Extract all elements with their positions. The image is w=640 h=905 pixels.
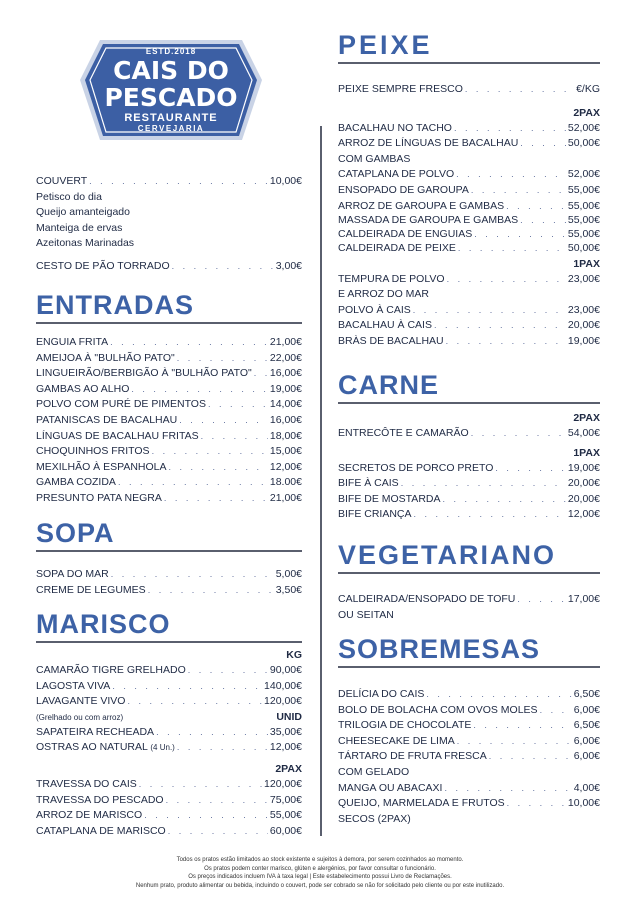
item-name-continued: E ARROZ DO MAR (338, 288, 430, 301)
item-name: POLVO À CAIS (338, 303, 411, 316)
menu-item (338, 749, 600, 765)
footer-line: Nenhum prato, produto alimentar ou bebida, incluindo o couvert, pode ser cobrado se não for solicitado pelo cliente ou por este inutilizado. (135, 882, 505, 889)
item-price: 6,50€ (573, 719, 600, 732)
peixe-section (338, 30, 600, 350)
menu-item (36, 824, 302, 840)
item-price: 55,00€ (567, 227, 600, 240)
item-price: 22,00€ (269, 351, 302, 364)
menu-item (338, 492, 600, 508)
item-name-text: OSTRAS AO NATURAL (36, 741, 148, 754)
item-price: 52,00€ (567, 168, 600, 181)
sobremesas-section (338, 634, 600, 827)
item-price: 14,00€ (269, 398, 302, 411)
item-price: 50,00€ (567, 241, 600, 254)
marisco-title: MARISCO (36, 609, 171, 639)
section-rule (338, 666, 600, 668)
item-name: SECRETOS DE PORCO PRETO (338, 461, 494, 474)
menu-item (36, 366, 302, 382)
menu-item (36, 475, 302, 491)
item-price: 54,00€ (567, 427, 600, 439)
item-price: 23,00€ (567, 303, 600, 316)
item-price: 19,00€ (567, 461, 600, 474)
item-name-continued: SECOS (2PAX) (338, 812, 411, 825)
couvert-item: Manteiga de ervas (36, 221, 123, 234)
item-name: CHEESECAKE DE LIMA (338, 734, 455, 747)
item-price: 3,50€ (275, 583, 302, 596)
menu-item (36, 444, 302, 460)
item-price: 6,00€ (573, 734, 600, 747)
item-name: CAMARÃO TIGRE GRELHADO (36, 664, 186, 676)
item-name: MEXILHÃO À ESPANHOLA (36, 460, 167, 473)
item-price: 120,00€ (264, 777, 302, 790)
dot-leader (401, 476, 566, 492)
item-price: 19,00€ (269, 382, 302, 395)
item-name: QUEIJO, MARMELADA E FRUTOS (338, 797, 505, 810)
section-rule (338, 402, 600, 404)
dot-leader (434, 318, 566, 334)
item-price: €/KG (576, 83, 600, 95)
column-divider (320, 126, 322, 836)
item-price: 18,00€ (269, 429, 302, 442)
menu-item (338, 136, 600, 152)
item-price: 6,50€ (573, 688, 600, 700)
logo-cervejaria: CERVEJARIA (137, 124, 205, 133)
cesto-label: CESTO DE PÃO TORRADO (36, 259, 170, 272)
item-name: MANGA OU ABACAXI (338, 781, 443, 794)
item-name: CALDEIRADA DE PEIXE (338, 241, 456, 254)
unit-kg: KG (286, 649, 302, 661)
footer-line: Os preços indicados incluem IVA à taxa legal | Este estabelecimento possui Livro de Reclamações. (188, 874, 452, 880)
menu-item (36, 351, 302, 367)
carne-section (338, 370, 600, 523)
item-price: 16,00€ (269, 413, 302, 426)
item-name: SAPATEIRA RECHEADA (36, 725, 155, 738)
menu-item (338, 183, 600, 199)
item-price: 16,00€ (269, 367, 302, 380)
item-price: 140,00€ (264, 679, 302, 692)
menu-item (36, 460, 302, 476)
item-price: 50,00€ (567, 137, 600, 150)
dot-leader (471, 426, 566, 442)
item-name-continued: COM GELADO (338, 765, 410, 778)
item-note: (4 Un.) (150, 743, 175, 753)
dot-leader (474, 227, 566, 241)
dot-leader (489, 749, 572, 765)
dot-leader (447, 272, 566, 288)
dot-leader (540, 703, 572, 719)
item-price: 21,00€ (269, 491, 302, 504)
item-name: ENGUIA FRITA (36, 336, 109, 348)
item-price: 12,00€ (567, 508, 600, 521)
unit-2pax: 2PAX (573, 106, 600, 119)
dot-leader (156, 725, 268, 741)
unit-1pax: 1PAX (573, 446, 600, 459)
dot-leader (495, 461, 565, 477)
cesto-price: 3,00€ (275, 259, 302, 272)
item-name: BIFE CRIANÇA (338, 508, 412, 521)
vegetariano-section (338, 540, 600, 623)
section-rule (36, 322, 302, 324)
item-price: 19,00€ (567, 334, 600, 347)
item-price: 10,00€ (567, 797, 600, 810)
dot-leader (164, 491, 268, 507)
dot-leader (507, 796, 566, 812)
item-name: POLVO COM PURÉ DE PIMENTOS (36, 398, 206, 411)
item-name: TRILOGIA DE CHOCOLATE (338, 719, 472, 732)
menu-item (338, 213, 600, 227)
marisco-section (36, 609, 302, 839)
menu-item (36, 397, 302, 413)
menu-item (338, 461, 600, 477)
entradas-list (36, 335, 302, 507)
logo-name-line2: PESCADO (104, 83, 238, 112)
item-price: 75,00€ (269, 793, 302, 806)
unit-1pax: 1PAX (573, 257, 600, 270)
dot-leader (169, 460, 268, 476)
section-rule (338, 572, 600, 574)
item-price: 120,00€ (264, 695, 302, 708)
dot-leader (208, 397, 268, 413)
item-name: TRAVESSA DO PESCADO (36, 793, 164, 806)
menu-item (36, 808, 302, 824)
logo-name-line1: CAIS DO (113, 56, 229, 85)
dot-leader (444, 781, 571, 797)
item-name (36, 740, 175, 756)
section-rule (36, 641, 302, 643)
item-name: MASSADA DE GAROUPA E GAMBAS (338, 213, 519, 226)
menu-item (338, 592, 600, 608)
dot-leader (426, 687, 571, 703)
dot-leader (127, 694, 262, 710)
footer-line: Todos os pratos estão limitados ao stock existente e sujeitos à demora, por serem cozinhados ao momento. (176, 857, 464, 863)
menu-item (36, 583, 302, 599)
sobremesas-list (338, 687, 600, 827)
dot-leader (89, 174, 268, 190)
item-name: GAMBA COZIDA (36, 476, 116, 489)
dot-leader (520, 213, 566, 227)
item-name-continued: COM GAMBAS (338, 152, 411, 165)
dot-leader (177, 351, 268, 367)
item-price: 6,00€ (573, 750, 600, 763)
item-name: LAVAGANTE VIVO (36, 695, 126, 708)
logo-restaurante: RESTAURANTE (124, 112, 218, 124)
menu-item (36, 725, 302, 741)
menu-item (36, 793, 302, 809)
dot-leader (172, 259, 274, 275)
sopa-list (36, 567, 302, 598)
menu-item (36, 382, 302, 398)
item-price: 12,00€ (269, 741, 302, 754)
item-name: BACALHAU À CAIS (338, 319, 432, 332)
menu-item (338, 303, 600, 319)
dot-leader (179, 413, 268, 429)
cesto-row (36, 259, 302, 275)
vegetariano-title: VEGETARIANO (338, 540, 557, 570)
dot-leader (454, 121, 566, 137)
lavagante-note: (Grelhado ou com arroz) (36, 712, 124, 722)
item-price: 20,00€ (567, 319, 600, 332)
item-name: GAMBAS AO ALHO (36, 382, 130, 395)
logo-established: ESTD.2018 (145, 47, 197, 56)
dot-leader (111, 567, 274, 583)
menu-item (36, 679, 302, 695)
dot-leader (152, 444, 268, 460)
item-name: DELÍCIA DO CAIS (338, 688, 425, 700)
item-name: BIFE À CAIS (338, 477, 399, 490)
sobremesas-title: SOBREMESAS (338, 634, 541, 664)
menu-item (338, 167, 600, 183)
couvert-item: Queijo amanteigado (36, 206, 130, 219)
dot-leader (465, 82, 574, 98)
dot-leader (471, 183, 566, 199)
menu-item (338, 507, 600, 523)
item-price: 52,00€ (567, 121, 600, 134)
dot-leader (148, 583, 274, 599)
sopa-title: SOPA (36, 518, 115, 548)
item-name: TRAVESSA DO CAIS (36, 777, 137, 790)
dot-leader (144, 808, 268, 824)
item-name: BRÀS DE BACALHAU (338, 334, 444, 347)
unit-unid: UNID (276, 710, 302, 723)
menu-item (338, 476, 600, 492)
item-name: SOPA DO MAR (36, 568, 109, 580)
dot-leader (414, 507, 566, 523)
menu-item (338, 318, 600, 334)
item-name: CALDEIRADA DE ENGUIAS (338, 227, 473, 240)
menu-item (338, 734, 600, 750)
item-name: CREME DE LEGUMES (36, 583, 146, 596)
menu-item (338, 82, 600, 98)
menu-item (338, 781, 600, 797)
unit-2pax: 2PAX (275, 762, 302, 775)
footer-line: Os pratos podem conter marisco, glúten e alergénios, por favor consultar o funcionário. (204, 865, 436, 872)
menu-item (338, 241, 600, 255)
dot-leader (520, 136, 566, 152)
peixe-title: PEIXE (338, 30, 433, 60)
menu-item (36, 663, 302, 679)
item-price: 5,00€ (275, 568, 302, 580)
item-name: ENTRECÔTE E CAMARÃO (338, 427, 469, 439)
item-name: ARROZ DE LÍNGUAS DE BACALHAU (338, 137, 519, 150)
item-name: ENSOPADO DE GAROUPA (338, 183, 469, 196)
section-rule (338, 62, 600, 64)
couvert-section (36, 174, 302, 275)
dot-leader (112, 679, 262, 695)
menu-item (338, 703, 600, 719)
item-name: CATAPLANA DE POLVO (338, 168, 455, 181)
item-price: 17,00€ (567, 593, 600, 605)
dot-leader (254, 366, 268, 382)
item-name: BOLO DE BOLACHA COM OVOS MOLES (338, 703, 538, 716)
lavagante-note-row (36, 710, 302, 725)
item-name: BIFE DE MOSTARDA (338, 492, 441, 505)
item-price: 60,00€ (269, 824, 302, 837)
item-price: 20,00€ (567, 492, 600, 505)
menu-item (36, 491, 302, 507)
dot-leader (442, 492, 565, 508)
item-name: CALDEIRADA/ENSOPADO DE TOFU (338, 593, 516, 605)
dot-leader (177, 740, 268, 756)
menu-item (338, 687, 600, 703)
item-price: 15,00€ (269, 445, 302, 458)
item-name: ARROZ DE GAROUPA E GAMBAS (338, 199, 505, 212)
item-price: 6,00€ (573, 703, 600, 716)
entradas-title: ENTRADAS (36, 290, 195, 320)
dot-leader (168, 824, 268, 840)
restaurant-logo (78, 34, 264, 146)
menu-item (36, 777, 302, 793)
item-name: AMEIJOA À "BULHÃO PATO" (36, 351, 175, 364)
entradas-section (36, 290, 302, 507)
menu-item (36, 335, 302, 351)
dot-leader (131, 382, 268, 398)
item-name: TEMPURA DE POLVO (338, 272, 445, 285)
item-name: PEIXE SEMPRE FRESCO (338, 83, 463, 95)
dot-leader (118, 475, 268, 491)
menu-item (338, 272, 600, 288)
couvert-item: Petisco do dia (36, 190, 102, 203)
item-price: 35,00€ (269, 725, 302, 738)
item-name: TÁRTARO DE FRUTA FRESCA (338, 750, 487, 763)
item-price: 21,00€ (269, 336, 302, 348)
dot-leader (506, 199, 566, 213)
dot-leader (446, 334, 566, 350)
menu-item (36, 567, 302, 583)
menu-item (36, 413, 302, 429)
dot-leader (517, 592, 566, 608)
item-price: 55,00€ (567, 183, 600, 196)
item-price: 55,00€ (269, 809, 302, 822)
menu-item (338, 718, 600, 734)
couvert-price: 10,00€ (269, 175, 302, 187)
item-price: 90,00€ (269, 664, 302, 676)
item-price: 20,00€ (567, 477, 600, 490)
menu-item (36, 694, 302, 710)
dot-leader (413, 303, 566, 319)
item-price: 55,00€ (567, 199, 600, 212)
item-price: 4,00€ (573, 781, 600, 794)
dot-leader (188, 663, 268, 679)
item-name: LÍNGUAS DE BACALHAU FRITAS (36, 429, 199, 442)
menu-item (338, 796, 600, 812)
section-rule (36, 550, 302, 552)
menu-item (338, 121, 600, 137)
item-price: 23,00€ (567, 272, 600, 285)
dot-leader (473, 718, 571, 734)
dot-leader (110, 335, 268, 351)
item-name-continued: OU SEITAN (338, 608, 394, 621)
item-name: PATANISCAS DE BACALHAU (36, 413, 178, 426)
item-name: BACALHAU NO TACHO (338, 121, 452, 134)
dot-leader (201, 429, 268, 445)
dot-leader (457, 734, 572, 750)
menu-item (338, 426, 600, 442)
menu-item (36, 429, 302, 445)
dot-leader (139, 777, 262, 793)
carne-title: CARNE (338, 370, 440, 400)
item-price: 55,00€ (567, 213, 600, 226)
couvert-item: Azeitonas Marinadas (36, 237, 135, 250)
item-price: 12,00€ (269, 460, 302, 473)
menu-item (338, 227, 600, 241)
dot-leader (456, 167, 566, 183)
dot-leader (458, 241, 566, 255)
menu-item (338, 334, 600, 350)
item-name: LAGOSTA VIVA (36, 679, 111, 692)
dot-leader (166, 793, 268, 809)
sopa-section (36, 518, 302, 598)
menu-item (338, 199, 600, 213)
couvert-row (36, 174, 302, 190)
item-price: 18.00€ (269, 476, 302, 489)
item-name: CHOQUINHOS FRITOS (36, 445, 150, 458)
item-name: PRESUNTO PATA NEGRA (36, 491, 162, 504)
item-name: CATAPLANA DE MARISCO (36, 824, 166, 837)
menu-item (36, 740, 302, 756)
couvert-label: COUVERT (36, 175, 88, 187)
item-name: ARROZ DE MARISCO (36, 809, 143, 822)
item-name: LINGUEIRÃO/BERBIGÃO À "BULHÃO PATO" (36, 367, 252, 380)
unit-2pax: 2PAX (573, 412, 600, 424)
legal-footer (0, 856, 640, 890)
